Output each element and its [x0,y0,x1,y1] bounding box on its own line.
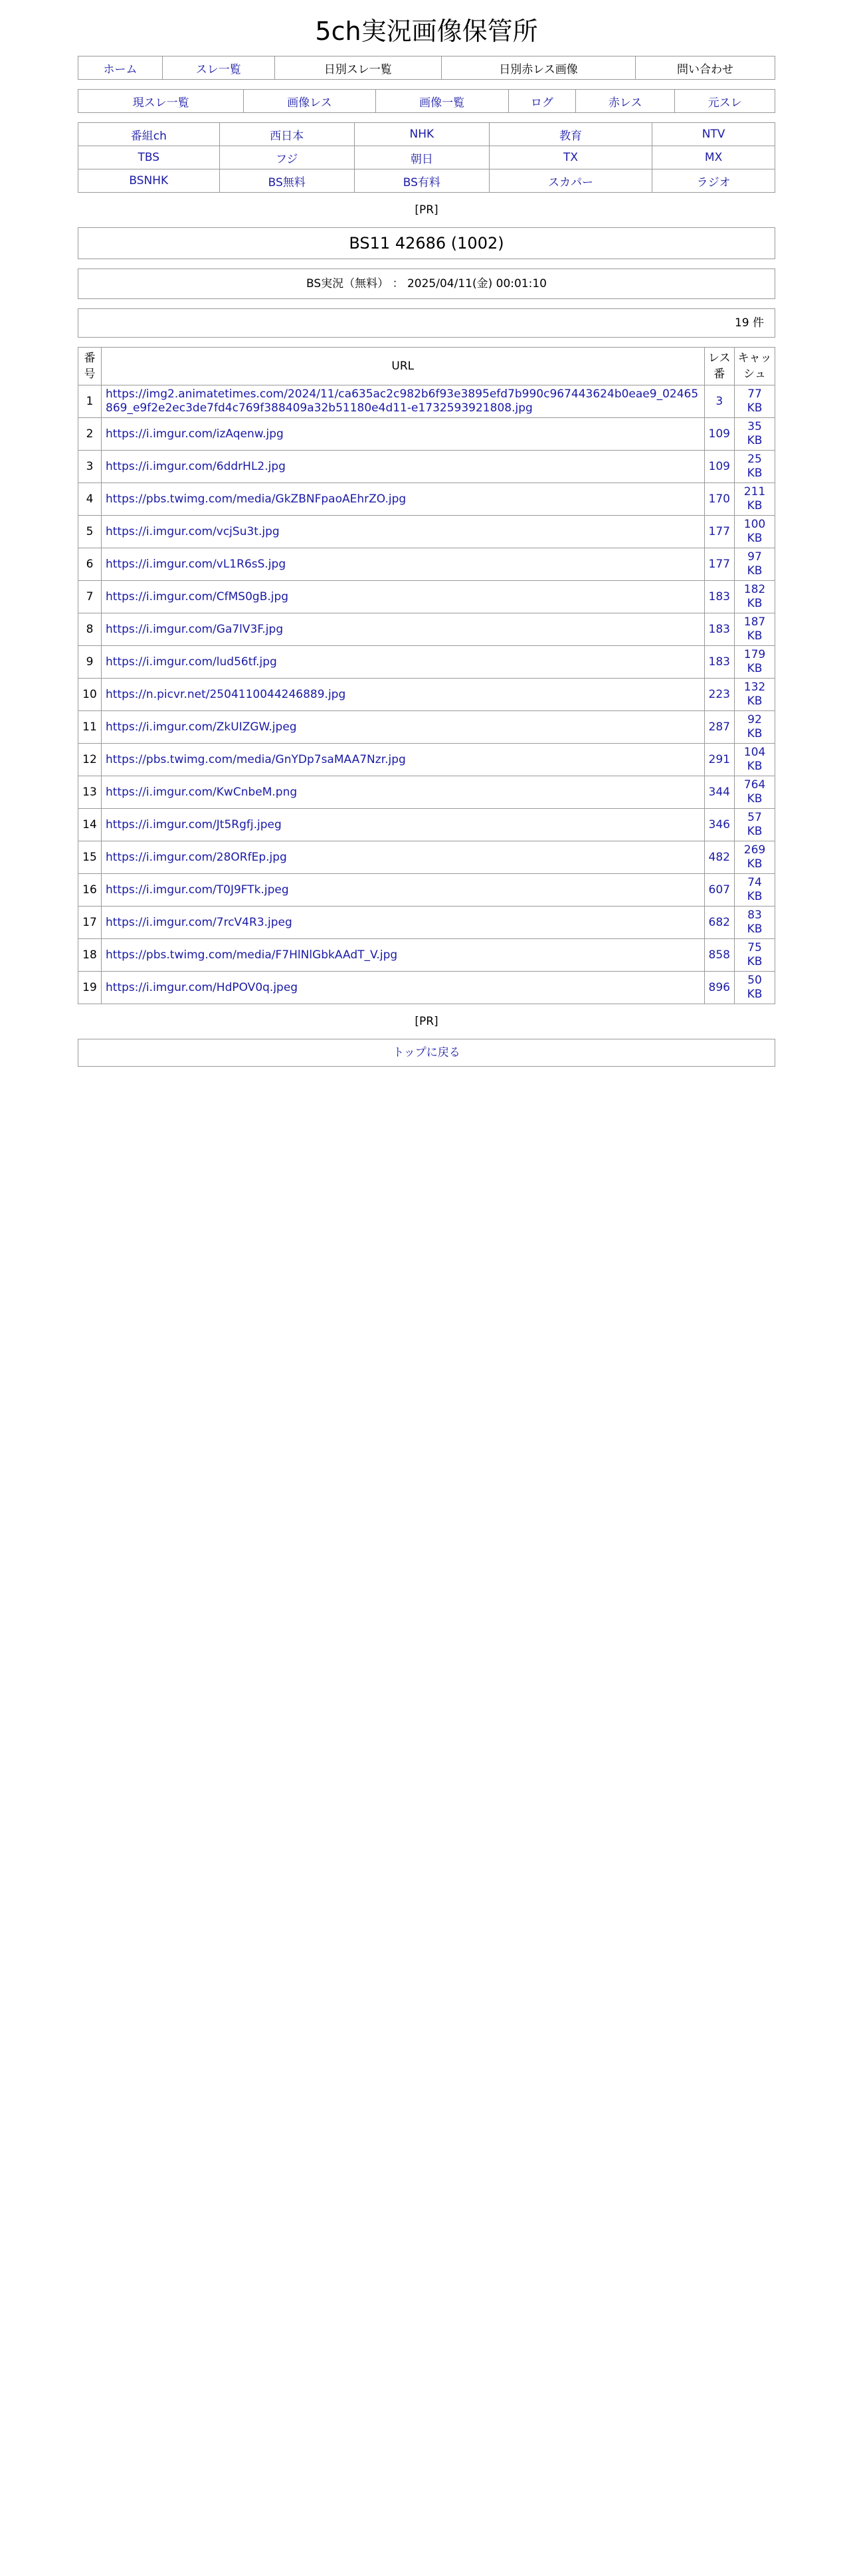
channel-link-1-4[interactable]: MX [704,151,723,164]
table-row [78,907,775,939]
row-res-link[interactable]: 287 [704,711,734,744]
table-header-row [78,348,775,385]
main-nav [78,56,775,80]
row-cache-link[interactable]: 50 KB [735,972,775,1004]
channel-row [78,123,775,146]
channel-cell [219,169,354,193]
row-cache-link[interactable]: 75 KB [735,939,775,972]
channel-cell [219,123,354,146]
row-cache-link[interactable]: 92 KB [735,711,775,744]
channel-cell [78,169,220,193]
header-url: URL [102,348,705,385]
row-num: 14 [78,809,102,841]
row-num: 17 [78,907,102,939]
sub-nav-item-3[interactable]: ログ [530,96,553,110]
row-url-link[interactable]: https://i.imgur.com/vL1R6sS.jpg [102,548,705,581]
main-nav-item-1[interactable]: スレ一覧 [195,62,241,76]
main-nav-cell [635,56,775,80]
channel-link-0-4[interactable]: NTV [702,128,725,141]
row-cache-link[interactable]: 100 KB [735,516,775,548]
row-cache-link[interactable]: 104 KB [735,744,775,776]
channel-row [78,146,775,169]
table-row [78,451,775,483]
row-res-link[interactable]: 177 [704,516,734,548]
channel-link-1-3[interactable]: TX [563,151,579,164]
image-url-table [78,347,775,1004]
sub-nav-item-4[interactable]: 赤レス [608,96,642,110]
row-num: 2 [78,418,102,451]
row-res-link[interactable]: 223 [704,679,734,711]
row-num: 4 [78,483,102,516]
row-num: 1 [78,385,102,418]
row-url-link[interactable]: https://pbs.twimg.com/media/GkZBNFpaoAEhrZO.jpg [102,483,705,516]
row-res-link[interactable]: 896 [704,972,734,1004]
row-url-link[interactable]: https://i.imgur.com/izAqenw.jpg [102,418,705,451]
channel-link-0-2[interactable]: NHK [409,128,434,141]
main-nav-item-2[interactable]: 日別スレ一覧 [324,62,392,76]
row-url-link[interactable]: https://img2.animatetimes.com/2024/11/ca635ac2c982b6f93e3895efd7b990c967443624b0eae9_02465869_e9f2e2ec3de7fd4c769f388409a32b51180e4d11-e1732593921808.jpg [102,385,705,418]
row-cache-link[interactable]: 269 KB [735,841,775,874]
row-res-link[interactable]: 183 [704,613,734,646]
row-num: 6 [78,548,102,581]
channel-cell [489,123,652,146]
pr-label-top: [PR] [415,203,438,217]
channel-link-2-2[interactable]: BS有料 [403,175,440,189]
sub-nav-cell [675,90,775,113]
sub-nav-item-5[interactable]: 元スレ [708,96,742,110]
table-row [78,548,775,581]
row-cache-link[interactable]: 77 KB [735,385,775,418]
channel-cell [652,123,775,146]
row-num: 9 [78,646,102,679]
table-row [78,418,775,451]
back-to-top-link[interactable]: トップに戻る [78,1039,775,1067]
channel-cell [652,169,775,193]
table-row [78,874,775,907]
channel-cell [489,146,652,169]
sub-nav-cell [244,90,375,113]
result-count: 19 件 [78,308,775,338]
channel-cell [354,169,489,193]
row-num: 16 [78,874,102,907]
row-num: 19 [78,972,102,1004]
row-cache-link[interactable]: 211 KB [735,483,775,516]
table-row [78,841,775,874]
channel-cell [78,146,220,169]
channel-link-0-1[interactable]: 西日本 [270,129,304,143]
row-res-link[interactable]: 177 [704,548,734,581]
channel-nav [78,122,775,193]
channel-link-2-1[interactable]: BS無料 [268,175,306,189]
table-row [78,483,775,516]
row-url-link[interactable]: https://i.imgur.com/Ga7lV3F.jpg [102,613,705,646]
row-url-link[interactable]: https://i.imgur.com/Jt5Rgfj.jpeg [102,809,705,841]
row-url-link[interactable]: https://i.imgur.com/vcjSu3t.jpg [102,516,705,548]
channel-link-2-0[interactable]: BSNHK [129,174,169,187]
sub-nav-item-1[interactable]: 画像レス [287,96,332,110]
sub-nav-cell [508,90,575,113]
sub-nav-cell [375,90,508,113]
row-num: 3 [78,451,102,483]
row-cache-link[interactable]: 764 KB [735,776,775,809]
row-num: 15 [78,841,102,874]
row-num: 8 [78,613,102,646]
table-row [78,385,775,418]
row-num: 12 [78,744,102,776]
row-num: 5 [78,516,102,548]
header-res: レス番 [704,348,734,385]
site-title: 5ch実況画像保管所 [315,17,538,46]
row-num: 7 [78,581,102,613]
channel-cell [219,146,354,169]
row-res-link[interactable]: 607 [704,874,734,907]
row-url-link[interactable]: https://i.imgur.com/HdPOV0q.jpeg [102,972,705,1004]
sub-nav-item-2[interactable]: 画像一覧 [419,96,465,110]
row-cache-link[interactable]: 74 KB [735,874,775,907]
table-row [78,809,775,841]
channel-cell [652,146,775,169]
sub-nav [78,89,775,113]
row-cache-link[interactable]: 132 KB [735,679,775,711]
main-nav-cell [163,56,275,80]
row-url-link[interactable]: https://i.imgur.com/7rcV4R3.jpeg [102,907,705,939]
row-res-link[interactable]: 346 [704,809,734,841]
row-res-link[interactable]: 109 [704,451,734,483]
table-row [78,711,775,744]
row-url-link[interactable]: https://i.imgur.com/CfMS0gB.jpg [102,581,705,613]
row-url-link[interactable]: https://pbs.twimg.com/media/F7HlNlGbkAAdT_V.jpg [102,939,705,972]
channel-link-0-0[interactable]: 番組ch [130,129,167,143]
thread-title: BS11 42686 (1002) [78,227,775,259]
row-num: 13 [78,776,102,809]
row-cache-link[interactable]: 179 KB [735,646,775,679]
channel-link-1-1[interactable]: フジ [276,152,298,166]
main-nav-item-4[interactable]: 問い合わせ [676,62,733,76]
channel-link-2-4[interactable]: ラジオ [696,175,731,189]
main-nav-cell [274,56,442,80]
row-res-link[interactable]: 482 [704,841,734,874]
row-url-link[interactable]: https://n.picvr.net/2504110044246889.jpg [102,679,705,711]
channel-cell [78,123,220,146]
table-row [78,646,775,679]
channel-cell [354,123,489,146]
table-row [78,679,775,711]
sub-nav-cell [576,90,675,113]
channel-link-0-3[interactable]: 教育 [559,129,583,143]
row-cache-link[interactable]: 97 KB [735,548,775,581]
row-url-link[interactable]: https://i.imgur.com/ZkUIZGW.jpeg [102,711,705,744]
header-cache: キャッシュ [735,348,775,385]
main-nav-item-3[interactable]: 日別赤レス画像 [499,62,578,76]
table-row [78,581,775,613]
table-row [78,744,775,776]
table-row [78,776,775,809]
row-res-link[interactable]: 170 [704,483,734,516]
main-nav-item-0[interactable]: ホーム [103,62,138,76]
page [78,16,775,1067]
row-res-link[interactable]: 858 [704,939,734,972]
header-num: 番号 [78,348,102,385]
row-num: 11 [78,711,102,744]
row-num: 18 [78,939,102,972]
channel-link-2-3[interactable]: スカパー [548,175,594,189]
row-cache-link[interactable]: 35 KB [735,418,775,451]
row-res-link[interactable]: 291 [704,744,734,776]
main-nav-cell [78,56,163,80]
row-cache-link[interactable]: 25 KB [735,451,775,483]
sub-nav-item-0[interactable]: 現スレ一覧 [132,96,189,110]
row-res-link[interactable]: 682 [704,907,734,939]
row-url-link[interactable]: https://i.imgur.com/KwCnbeM.png [102,776,705,809]
row-res-link[interactable]: 183 [704,581,734,613]
row-cache-link[interactable]: 57 KB [735,809,775,841]
row-url-link[interactable]: https://pbs.twimg.com/media/GnYDp7saMAA7Nzr.jpg [102,744,705,776]
row-num: 10 [78,679,102,711]
row-res-link[interactable]: 183 [704,646,734,679]
table-row [78,613,775,646]
channel-cell [354,146,489,169]
row-res-link[interactable]: 3 [704,385,734,418]
channel-link-1-0[interactable]: TBS [138,151,160,164]
channel-link-1-2[interactable]: 朝日 [410,152,433,166]
channel-cell [489,169,652,193]
row-res-link[interactable]: 344 [704,776,734,809]
row-cache-link[interactable]: 83 KB [735,907,775,939]
channel-row [78,169,775,193]
row-url-link[interactable]: https://i.imgur.com/28ORfEp.jpg [102,841,705,874]
pr-label-bottom: [PR] [415,1015,438,1028]
table-row [78,972,775,1004]
row-cache-link[interactable]: 187 KB [735,613,775,646]
thread-info: BS実況（無料） ： 2025/04/11(金) 00:01:10 [78,268,775,299]
row-url-link[interactable]: https://i.imgur.com/6ddrHL2.jpg [102,451,705,483]
row-url-link[interactable]: https://i.imgur.com/T0J9FTk.jpeg [102,874,705,907]
row-cache-link[interactable]: 182 KB [735,581,775,613]
row-res-link[interactable]: 109 [704,418,734,451]
table-row [78,516,775,548]
row-url-link[interactable]: https://i.imgur.com/lud56tf.jpg [102,646,705,679]
sub-nav-cell [78,90,244,113]
main-nav-cell [442,56,636,80]
table-row [78,939,775,972]
